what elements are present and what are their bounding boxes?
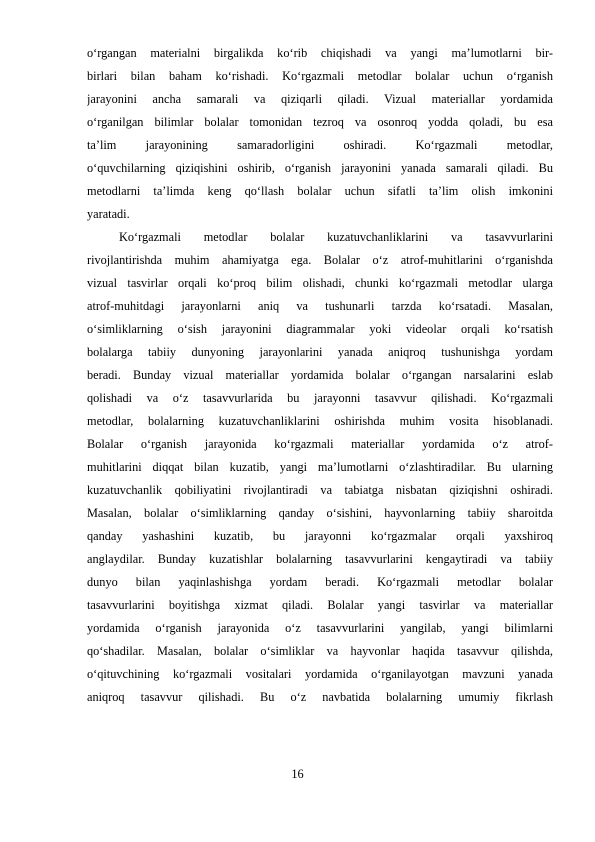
text-line: beradi. Bunday vizual materiallar yordamida bolalar o‘rgangan narsalarini eslab: [87, 368, 553, 382]
text-line: qanday yashashini kuzatib, bu jarayonni ko‘rgazmalar orqali yaxshiroq: [87, 529, 553, 543]
text-line: o‘simliklarning o‘sish jarayonini diagrammalar yoki videolar orqali ko‘rsatish: [87, 322, 553, 336]
text-line: aniqroq tasavvur qilishadi. Bu o‘z navbatida bolalarning umumiy fikrlash: [87, 690, 553, 704]
text-line: metodlar, bolalarning kuzatuvchanliklarini oshirishda muhim vosita hisoblanadi.: [87, 414, 553, 428]
text-line: qolishadi va o‘z tasavvurlarida bu jarayonni tasavvur qilishadi. Ko‘rgazmali: [87, 391, 553, 405]
text-line: atrof-muhitdagi jarayonlarni aniq va tushunarli tarzda ko‘rsatadi. Masalan,: [87, 299, 553, 313]
text-line: o‘rganilgan bilimlar bolalar tomonidan tezroq va osonroq yodda qoladi, bu esa: [87, 115, 553, 129]
text-line: bolalarga tabiiy dunyoning jarayonlarini yanada aniqroq tushunishga yordam: [87, 345, 553, 359]
text-line: rivojlantirishda muhim ahamiyatga ega. Bolalar o‘z atrof-muhitlarini o‘rganishda: [87, 253, 553, 267]
text-line: metodlarni ta’limda keng qo‘llash bolalar uchun sifatli ta’lim olish imkonini: [87, 184, 553, 198]
text-line: anglaydilar. Bunday kuzatishlar bolalarning tasavvurlarini kengaytiradi va tabiiy: [87, 552, 553, 566]
text-line: qo‘shadilar. Masalan, bolalar o‘simliklar va hayvonlar haqida tasavvur qilishda,: [87, 644, 553, 658]
text-line: o‘rgangan materialni birgalikda ko‘rib chiqishadi va yangi ma’lumotlarni bir-: [87, 46, 553, 60]
text-line: yordamida o‘rganish jarayonida o‘z tasavvurlarini yangilab, yangi bilimlarni: [87, 621, 553, 635]
paragraph-first-line: Ko‘rgazmali metodlar bolalar kuzatuvchanliklarini va tasavvurlarini: [119, 230, 553, 244]
text-line: o‘qituvchining ko‘rgazmali vositalari yordamida o‘rganilayotgan mavzuni yanada: [87, 667, 553, 681]
text-line: vizual tasvirlar orqali ko‘proq bilim olishadi, chunki ko‘rgazmali metodlar ularga: [87, 276, 553, 290]
text-line: ta’lim jarayonining samaradorligini oshiradi. Ko‘rgazmali metodlar,: [87, 138, 553, 152]
page-number: 16: [291, 767, 304, 781]
text-line: kuzatuvchanlik qobiliyatini rivojlantiradi va tabiatga nisbatan qiziqishni oshiradi.: [87, 483, 553, 497]
text-line: o‘quvchilarning qiziqishini oshirib, o‘rganish jarayonini yanada samarali qiladi. Bu: [87, 161, 553, 175]
text-line: jarayonini ancha samarali va qiziqarli qiladi. Vizual materiallar yordamida: [87, 92, 553, 106]
text-line: birlari bilan baham ko‘rishadi. Ko‘rgazmali metodlar bolalar uchun o‘rganish: [87, 69, 553, 83]
text-line: Masalan, bolalar o‘simliklarning qanday o‘sishini, hayvonlarning tabiiy sharoitda: [87, 506, 553, 520]
text-line: yaratadi.: [87, 207, 130, 221]
text-line: dunyo bilan yaqinlashishga yordam beradi. Ko‘rgazmali metodlar bolalar: [87, 575, 553, 589]
text-line: Bolalar o‘rganish jarayonida ko‘rgazmali materiallar yordamida o‘z atrof-: [87, 437, 553, 451]
body-text: [87, 42, 553, 709]
text-line: muhitlarini diqqat bilan kuzatib, yangi ma’lumotlarni o‘zlashtiradilar. Bu ularning: [87, 460, 553, 474]
text-line: tasavvurlarini boyitishga xizmat qiladi. Bolalar yangi tasvirlar va materiallar: [87, 598, 553, 612]
